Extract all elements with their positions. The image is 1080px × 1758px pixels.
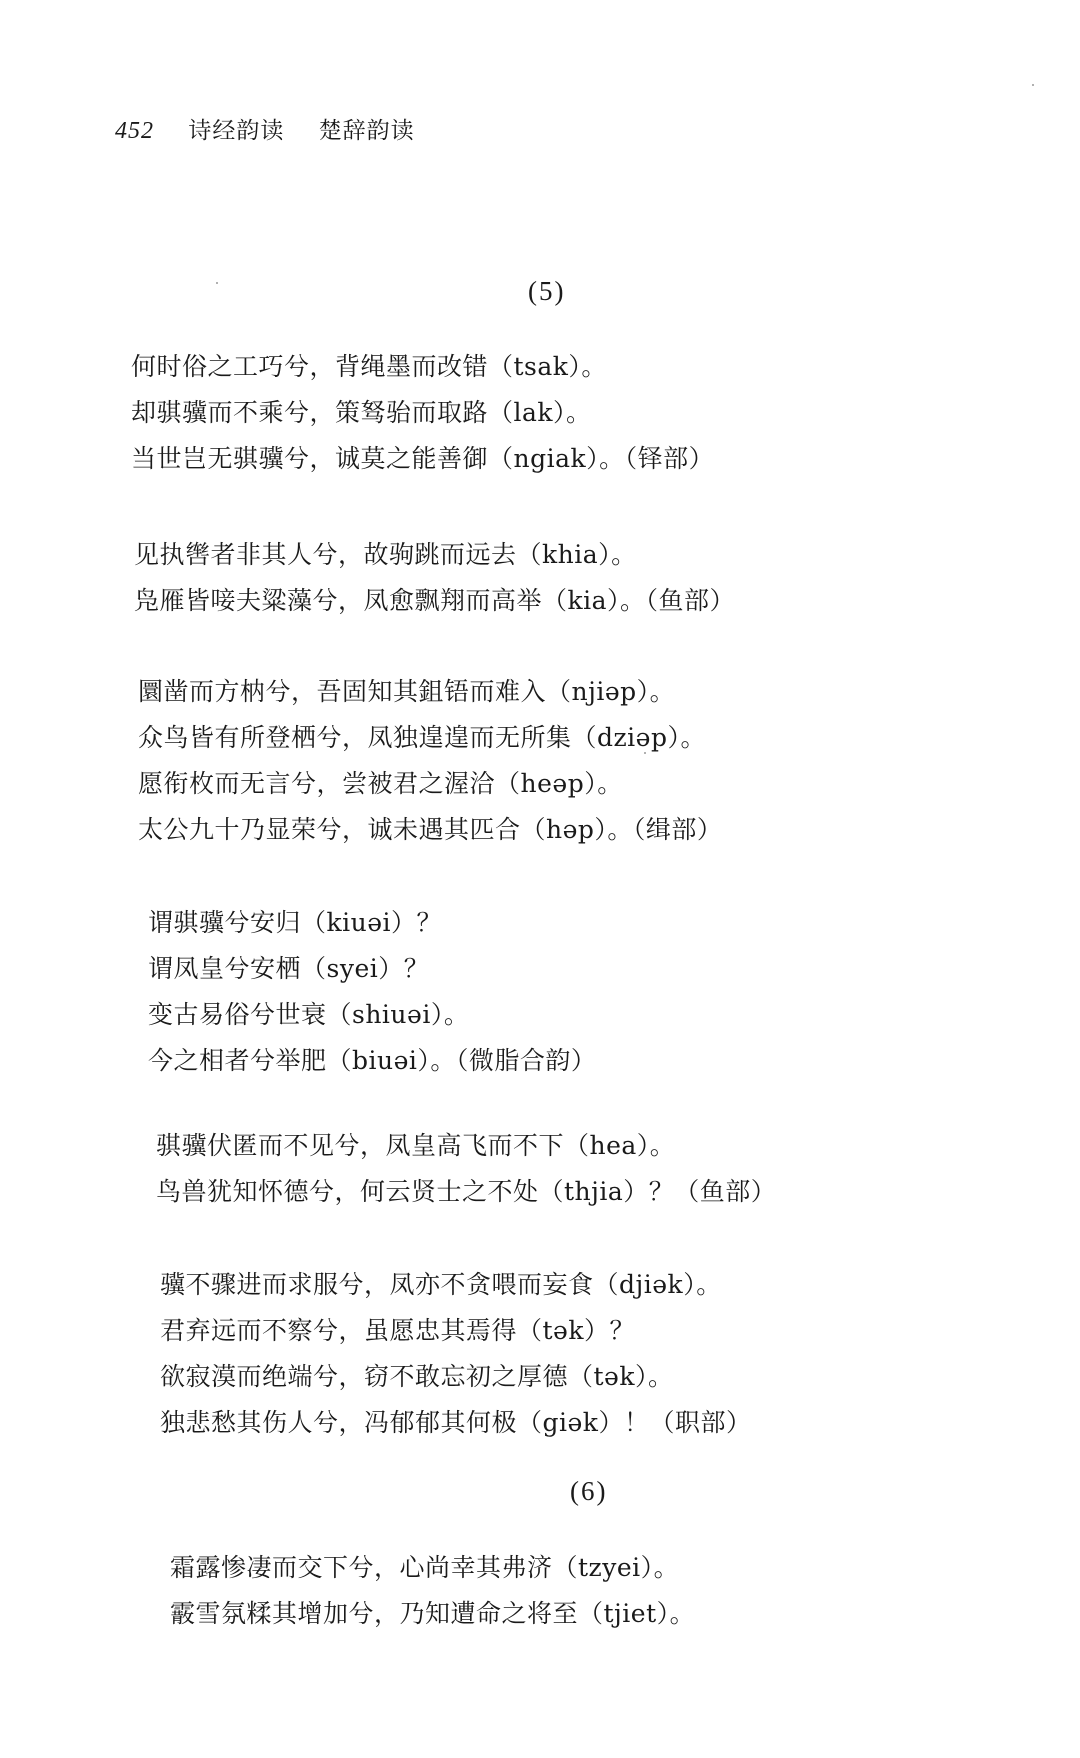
verse-line: 见执辔者非其人兮，故驹跳而远去（khia）。 <box>134 540 637 569</box>
running-header <box>115 112 415 145</box>
stanza-4 <box>148 900 596 1084</box>
verse-line: 欲寂漠而绝端兮，窃不敢忘初之厚德（tək）。 <box>160 1362 674 1391</box>
section-number-5: (5) <box>528 276 566 306</box>
verse-line: 谓骐骥兮安归（kiuəi）？ <box>148 908 443 937</box>
verse-line: 当世岂无骐骥兮，诚莫之能善御（ngiak）。（铎部） <box>131 444 715 473</box>
verse-line: 却骐骥而不乘兮，策驽骀而取路（lak）。 <box>131 398 592 427</box>
verse-line: 今之相者兮举肥（biuəi）。（微脂合韵） <box>148 1046 597 1075</box>
stanza-1 <box>131 344 714 482</box>
verse-line: 凫雁皆唼夫粱藻兮，凤愈飘翔而高举（kia）。（鱼部） <box>134 586 736 615</box>
stanza-2 <box>134 532 735 624</box>
verse-line: 鸟兽犹知怀德兮，何云贤士之不处（thjia）？（鱼部） <box>156 1177 777 1206</box>
scan-speck <box>216 282 218 284</box>
verse-line: 变古易俗兮世衰（shiuəi）。 <box>148 1000 470 1029</box>
stanza-3 <box>138 669 722 853</box>
verse-line: 霜露惨凄而交下兮，心尚幸其弗济（tzyei）。 <box>170 1553 680 1582</box>
book-title: 诗经韵读 <box>188 118 285 144</box>
verse-line: 君弃远而不察兮，虽愿忠其焉得（tək）？ <box>160 1316 635 1345</box>
section-title: 楚辞韵读 <box>318 118 415 144</box>
page-number: 452 <box>115 118 154 144</box>
verse-line: 圜凿而方枘兮，吾固知其鉏铻而难入（njiəp）。 <box>138 677 676 706</box>
scan-speck <box>644 752 646 754</box>
verse-line: 愿衔枚而无言兮，尝被君之渥洽（heəp）。 <box>138 769 623 798</box>
stanza-5 <box>156 1123 776 1215</box>
verse-line: 独悲愁其伤人兮，冯郁郁其何极（giək）！（职部） <box>160 1408 752 1437</box>
section-number-6: (6) <box>570 1476 608 1506</box>
verse-line: 霰雪氛糅其增加兮，乃知遭命之将至（tjiet）。 <box>170 1599 696 1628</box>
verse-line: 骐骥伏匿而不见兮，凤皇高飞而不下（hea）。 <box>156 1131 676 1160</box>
stanza-7 <box>170 1545 695 1637</box>
verse-line: 骥不骤进而求服兮，凤亦不贪喂而妄食（djiək）。 <box>160 1270 722 1299</box>
verse-line: 何时俗之工巧兮，背绳墨而改错（tsak）。 <box>131 352 607 381</box>
scan-speck <box>1032 84 1034 86</box>
stanza-6 <box>160 1262 751 1446</box>
verse-line: 谓凤皇兮安栖（syei）？ <box>148 954 430 983</box>
verse-line: 太公九十乃显荣兮，诚未遇其匹合（həp）。（缉部） <box>138 815 723 844</box>
verse-line: 众鸟皆有所登栖兮，凤独遑遑而无所集（dziəp）。 <box>138 723 706 752</box>
